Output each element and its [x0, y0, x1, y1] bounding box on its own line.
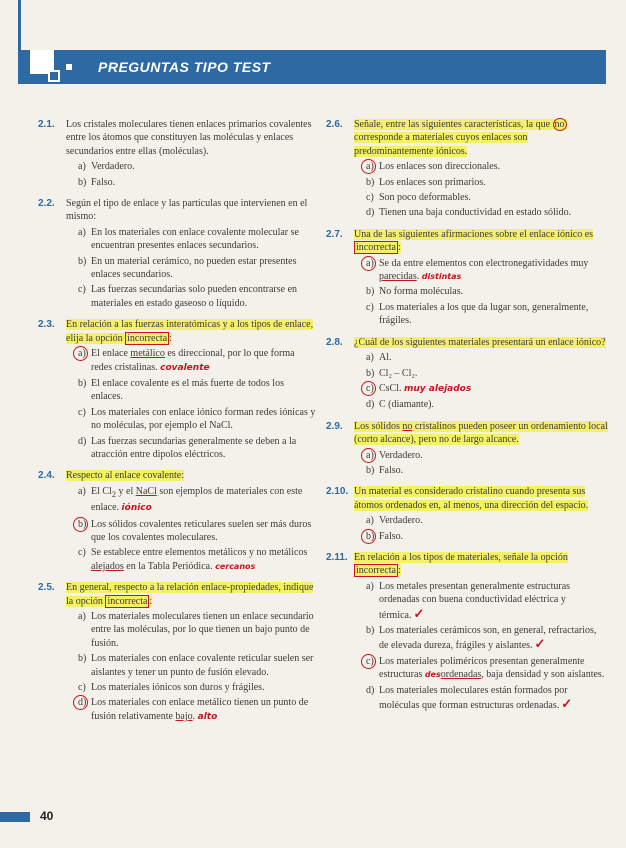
- option-d: d) C (diamante).: [366, 399, 434, 411]
- circled-option-mark: b): [78, 518, 87, 530]
- option-c: c) Se establece entre elementos metálicos y no metálicos alejados en la Tabla Periódica. cercanos: [78, 547, 308, 572]
- question-2-9: [326, 420, 608, 478]
- option-b: b) Cl₂ – Cl₂.: [366, 367, 418, 379]
- question-number: 2.3.: [38, 319, 55, 331]
- question-text: Los sólidos no cristalinos pueden poseer un ordenamiento local (corto alcance), pero no de largo alcance.: [354, 420, 608, 446]
- question-2-5: [38, 581, 316, 724]
- underlined-term: ordenadas: [440, 669, 482, 681]
- underlined-term: NaCl: [135, 485, 157, 497]
- answer-box-incorrecta: incorrecta: [356, 565, 396, 577]
- option-c: c) Los materiales con enlace iónico forman redes iónicas y no moléculas, por ejemplo el NaCl.: [78, 406, 316, 432]
- circled-option-mark: a): [366, 161, 374, 173]
- circled-option-mark: a): [366, 257, 374, 269]
- handwritten-note: alto: [197, 711, 218, 722]
- option-b: b) No forma moléculas.: [366, 286, 464, 298]
- option-c: c) Los materiales a los que da lugar son, generalmente, frágiles.: [366, 301, 589, 327]
- option-c: c) Las fuerzas secundarias solo pueden encontrarse en materiales en estado gaseoso o líquido.: [78, 284, 298, 309]
- option-a: a) Verdadero.: [78, 161, 135, 173]
- question-2-3: [38, 318, 316, 461]
- circled-option-mark: a): [78, 348, 86, 360]
- underlined-term: no: [402, 420, 413, 432]
- handwritten-note: distintas: [421, 272, 462, 282]
- underlined-term: bajo: [175, 710, 193, 722]
- option-c: c) Los materiales iónicos son duros y frágiles.: [78, 682, 265, 694]
- option-a: a) Los metales presentan generalmente estructuras ordenadas con buena conductividad eléctrica y térmica. ✓: [366, 580, 571, 621]
- question-text: ¿Cuál de los siguientes materiales presentará un enlace iónico?: [354, 336, 606, 348]
- question-text: En relación a las fuerzas interatómicas y a los tipos de enlace, elija la opción incorrecta :: [66, 319, 314, 344]
- answer-box-incorrecta: incorrecta: [127, 332, 168, 344]
- option-b: b) Los materiales cerámicos son, en general, refractarios, de elevada dureza, frágiles y aislantes. ✓: [366, 625, 597, 652]
- answer-box-incorrecta: incorrecta: [356, 242, 396, 254]
- option-b: b) Los materiales con enlace covalente reticular suelen ser aislantes y tener un punto de fusión elevado.: [78, 653, 314, 678]
- option-a: a) Verdadero.: [366, 449, 423, 461]
- circled-option-mark: a): [366, 449, 374, 461]
- handwritten-note: muy alejados: [404, 383, 472, 394]
- option-b: b) Los sólidos covalentes reticulares suelen ser más duros que los covalentes moleculares.: [78, 518, 312, 543]
- page-number: 40: [40, 809, 54, 823]
- question-2-4: [38, 469, 316, 573]
- question-number: 2.1.: [38, 119, 55, 130]
- checkmark-icon: ✓: [534, 636, 546, 652]
- option-b: b) Falso.: [366, 464, 404, 476]
- question-number: 2.2.: [38, 198, 55, 210]
- option-b: b) Los enlaces son primarios.: [366, 176, 486, 188]
- option-c: c) CsCl. muy alejados: [366, 382, 472, 394]
- option-a: a) Verdadero.: [366, 515, 423, 527]
- option-a: a) Los materiales moleculares tienen un enlace secundario entre las moléculas, por lo que tienen un bajo punto de fusión.: [78, 611, 314, 649]
- question-text: Una de las siguientes afirmaciones sobre el enlace iónico es incorrecta :: [354, 228, 594, 254]
- handwritten-note: des: [424, 670, 441, 680]
- question-2-8: [326, 336, 608, 412]
- question-2-1: [38, 118, 316, 189]
- option-a: a) Se da entre elementos con electronegatividades muy parecidas. distintas: [366, 257, 589, 283]
- footer-bar: [0, 812, 30, 822]
- right-column: [326, 118, 608, 720]
- option-a: a) El enlace metálico es direccional, por lo que forma redes cristalinas. covalente: [78, 348, 295, 373]
- option-c: c) Los materiales poliméricos presentan generalmente estructuras desordenadas, baja densidad y son aislantes.: [366, 655, 605, 681]
- header-small-square-icon: [48, 70, 60, 82]
- question-2-10: [326, 485, 608, 543]
- left-column: [38, 118, 316, 732]
- question-number: 2.5.: [38, 582, 55, 594]
- option-b: b) Falso.: [366, 530, 404, 542]
- option-a: a) Los enlaces son direccionales.: [366, 161, 501, 173]
- question-2-7: [326, 228, 608, 328]
- option-a: a) El $Cl_2$ y el NaCl son ejemplos de materiales con este enlace. iónico: [78, 485, 303, 514]
- question-text: Señale, entre las siguientes características, la que no corresponde a materiales cuyos enlaces son predominantemente iónicos.: [354, 119, 565, 157]
- handwritten-note: iónico: [121, 503, 152, 514]
- option-b: b) El enlace covalente es el más fuerte de todos los enlaces.: [78, 377, 284, 403]
- handwritten-note: cercanos: [215, 561, 256, 571]
- option-d: d) Tienen una baja conductividad en estado sólido.: [366, 207, 572, 219]
- question-text: Respecto al enlace covalente:: [66, 470, 184, 482]
- question-number: 2.8.: [326, 336, 343, 348]
- checkmark-icon: ✓: [413, 605, 425, 621]
- circled-option-mark: b): [366, 530, 375, 542]
- section-title: PREGUNTAS TIPO TEST: [98, 59, 271, 75]
- question-2-2: [38, 197, 316, 310]
- option-d: d) Los materiales con enlace metálico tienen un punto de fusión relativamente bajo. alto: [78, 697, 309, 722]
- option-b: b) En un material cerámico, no pueden estar presentes enlaces secundarios.: [78, 255, 297, 281]
- option-a: a) Al.: [366, 352, 392, 364]
- question-number: 2.7.: [326, 228, 343, 240]
- answer-box-incorrecta: incorrecta: [107, 595, 148, 607]
- question-text: Los cristales moleculares tienen enlaces primarios covalentes entre los átomos que constituyen las moléculas y enlaces secundarios entre ellas (moléculas).: [66, 119, 312, 157]
- question-number: 2.9.: [326, 420, 343, 432]
- question-number: 2.6.: [326, 119, 343, 130]
- circled-option-mark: c): [366, 655, 374, 667]
- handwritten-note: covalente: [160, 362, 210, 373]
- question-text: Según el tipo de enlace y las partículas que intervienen en el mismo:: [66, 198, 308, 223]
- underlined-term: parecidas: [379, 271, 417, 283]
- question-number: 2.11.: [326, 551, 348, 563]
- option-d: d) Las fuerzas secundarias generalmente se deben a la atracción entre dipolos eléctricos.: [78, 435, 297, 460]
- question-text: Un material es considerado cristalino cuando presenta sus átomos ordenados en, al menos, una dirección del espacio.: [354, 486, 589, 511]
- question-text: En general, respecto a la relación enlace-propiedades, indique la opción incorrecta :: [66, 582, 314, 607]
- question-text: En relación a los tipos de materiales, señale la opción incorrecta :: [354, 551, 568, 577]
- question-2-11: [326, 551, 608, 712]
- question-number: 2.4.: [38, 470, 55, 482]
- checkmark-icon: ✓: [561, 696, 573, 712]
- option-d: d) Los materiales moleculares están formados por moléculas que forman estructuras ordenadas. ✓: [366, 684, 573, 712]
- circled-option-mark: d): [78, 697, 87, 709]
- underlined-term: alejados: [91, 560, 124, 572]
- option-b: b) Falso.: [78, 176, 116, 188]
- header-bullet-icon: [66, 64, 72, 70]
- question-2-6: [326, 118, 608, 220]
- circled-option-mark: c): [366, 382, 374, 394]
- question-number: 2.10.: [326, 486, 349, 498]
- circled-word: no: [554, 119, 565, 130]
- option-a: a) En los materiales con enlace covalente molecular se encuentran presentes enlaces secundarios.: [78, 226, 299, 252]
- option-c: c) Son poco deformables.: [366, 192, 471, 204]
- underlined-term: metálico: [130, 348, 165, 360]
